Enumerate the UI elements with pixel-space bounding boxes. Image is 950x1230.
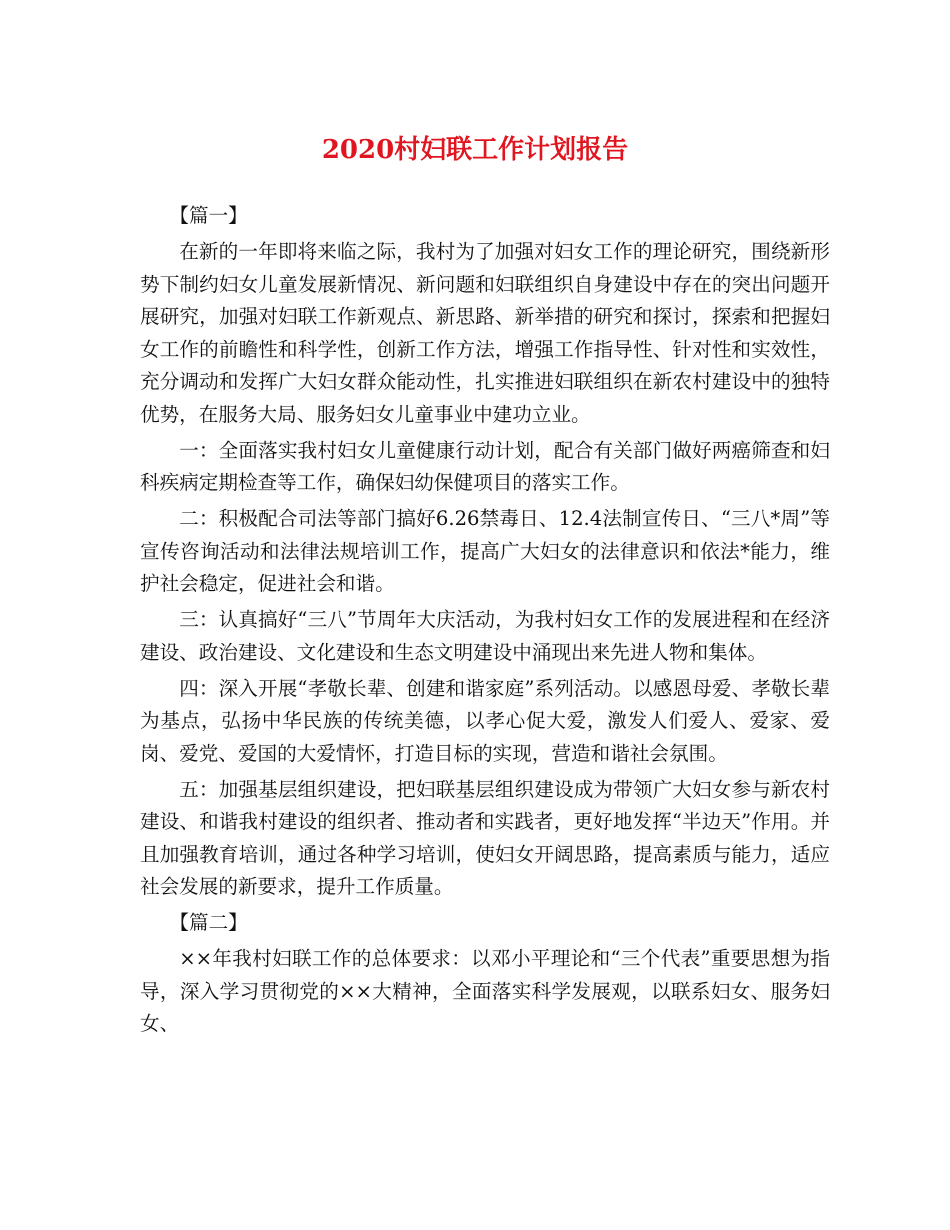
body-paragraph: ××年我村妇联工作的总体要求：以邓小平理论和“三个代表”重要思想为指导，深入学习贯彻党的××大精神，全面落实科学发展观，以联系妇女、服务妇女、	[140, 947, 830, 1035]
body-paragraph: 二：积极配合司法等部门搞好6.26禁毒日、12.4法制宣传日、“三八*周”等宣传咨询活动和法律法规培训工作，提高广大妇女的法律意识和依法*能力，维护社会稳定，促进社会和谐。	[140, 507, 830, 595]
document-title: 2020村妇联工作计划报告	[321, 135, 629, 165]
body-paragraph: 一：全面落实我村妇女儿童健康行动计划，配合有关部门做好两癌筛查和妇科疾病定期检查等工作，确保妇幼保健项目的落实工作。	[140, 438, 830, 494]
body-paragraph: 三：认真搞好“三八”节周年大庆活动，为我村妇女工作的发展进程和在经济建设、政治建设、文化建设和生态文明建设中涌现出来先进人物和集体。	[140, 608, 830, 664]
body-paragraph: 四：深入开展“孝敬长辈、创建和谐家庭”系列活动。以感恩母爱、孝敬长辈为基点，弘扬中华民族的传统美德，以孝心促大爱，激发人们爱人、爱家、爱岗、爱党、爱国的大爱情怀，打造目标的实现，营造和谐社会氛围。	[140, 676, 830, 765]
body-paragraph: 五：加强基层组织建设，把妇联基层组织建设成为带领广大妇女参与新农村建设、和谐我村建设的组织者、推动者和实践者，更好地发挥“半边天”作用。并且加强教育培训，通过各种学习培训，使妇女开阔思路，提高素质与能力，适应社会发展的新要求，提升工作质量。	[140, 777, 830, 898]
section-heading-1: 【篇一】	[169, 204, 248, 227]
document-body	[140, 200, 830, 1044]
body-paragraph: 在新的一年即将来临之际，我村为了加强对妇女工作的理论研究，围绕新形势下制约妇女儿童发展新情况、新问题和妇联组织自身建设中存在的突出问题开展研究，加强对妇联工作新观点、新思路、新举措的研究和探讨，探索和把握妇女工作的前瞻性和科学性，创新工作方法，增强工作指导性、针对性和实效性，充分调动和发挥广大妇女群众能动性，扎实推进妇联组织在新农村建设中的独特优势，在服务大局、服务妇女儿童事业中建功立业。	[140, 240, 830, 426]
section-heading-2: 【篇二】	[169, 911, 248, 934]
